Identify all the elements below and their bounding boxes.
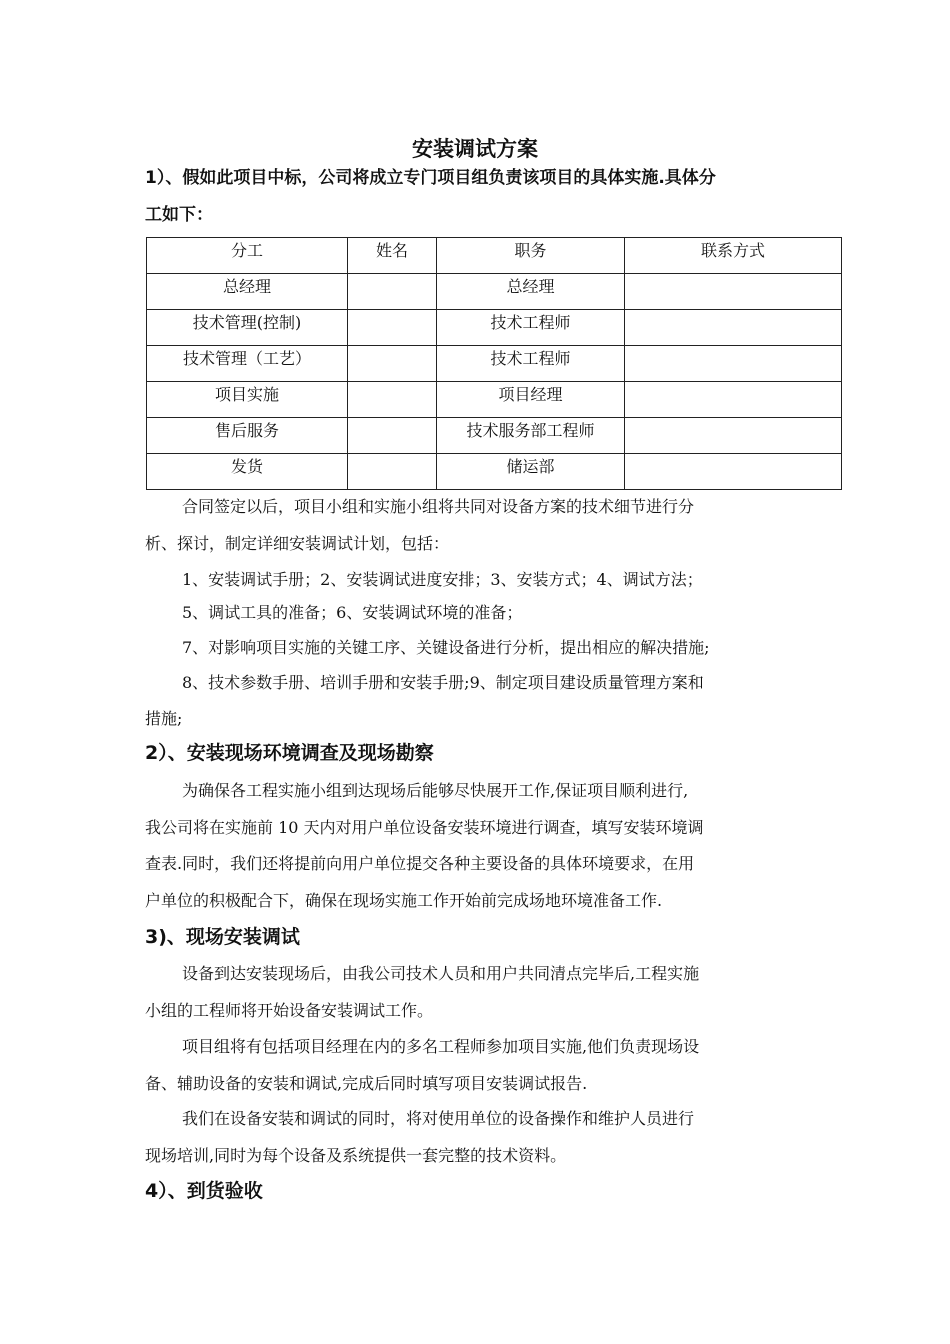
paragraph-line: 项目组将有包括项目经理在内的多名工程师参加项目实施,他们负责现场设: [182, 1037, 700, 1056]
table-cell: [348, 382, 437, 418]
section1-heading-line2: 工如下：: [145, 205, 213, 225]
table-cell: 发货: [147, 454, 348, 490]
staff-table: [146, 237, 842, 490]
table-cell: [348, 454, 437, 490]
table-row: [147, 454, 842, 490]
table-header-cell: 分工: [147, 238, 348, 274]
table-cell: [625, 382, 842, 418]
section2-heading: 2）、安装现场环境调查及现场勘察: [145, 742, 434, 764]
table-cell: 技术工程师: [437, 310, 625, 346]
paragraph-line: 设备到达安装现场后，由我公司技术人员和用户共同清点完毕后,工程实施: [182, 964, 700, 983]
paragraph-line: 我公司将在实施前 10 天内对用户单位设备安装环境进行调查，填写安装环境调: [145, 818, 704, 837]
table-header-cell: 联系方式: [625, 238, 842, 274]
table-header-cell: 职务: [437, 238, 625, 274]
paragraph-line: 析、探讨，制定详细安装调试计划，包括：: [145, 534, 450, 553]
paragraph-line: 备、辅助设备的安装和调试,完成后同时填写项目安装调试报告.: [145, 1074, 588, 1093]
table-row: [147, 310, 842, 346]
paragraph-line: 小组的工程师将开始设备安装调试工作。: [145, 1001, 434, 1020]
list-line: 1、安装调试手册；2、安装调试进度安排；3、安装方式；4、调试方法；: [182, 570, 703, 589]
table-cell: [348, 418, 437, 454]
table-cell: 技术工程师: [437, 346, 625, 382]
table-cell: 总经理: [437, 274, 625, 310]
table-header-row: [147, 238, 842, 274]
table-cell: 售后服务: [147, 418, 348, 454]
paragraph-line: 查表.同时，我们还将提前向用户单位提交各种主要设备的具体环境要求，在用: [145, 854, 695, 873]
table-cell: 储运部: [437, 454, 625, 490]
table-cell: [348, 310, 437, 346]
table-cell: 技术管理(控制): [147, 310, 348, 346]
table-row: [147, 346, 842, 382]
table-cell: [348, 346, 437, 382]
table-cell: 项目实施: [147, 382, 348, 418]
list-line: 8、技术参数手册、培训手册和安装手册;9、制定项目建设质量管理方案和: [182, 673, 704, 692]
paragraph-line: 户单位的积极配合下，确保在现场实施工作开始前完成场地环境准备工作.: [145, 891, 663, 910]
table-cell: 技术服务部工程师: [437, 418, 625, 454]
document-title: 安装调试方案: [412, 137, 538, 161]
table-cell: 项目经理: [437, 382, 625, 418]
table-row: [147, 274, 842, 310]
table-cell: [348, 274, 437, 310]
table-cell: [625, 346, 842, 382]
list-line: 5、调试工具的准备；6、安装调试环境的准备；: [182, 603, 523, 622]
paragraph-line: 现场培训,同时为每个设备及系统提供一套完整的技术资料。: [145, 1146, 567, 1165]
table-cell: [625, 418, 842, 454]
table-header-cell: 姓名: [348, 238, 437, 274]
section4-heading: 4）、到货验收: [145, 1180, 263, 1202]
table-cell: [625, 454, 842, 490]
section3-heading: 3)、现场安装调试: [145, 926, 300, 948]
table-row: [147, 418, 842, 454]
paragraph-line: 为确保各工程实施小组到达现场后能够尽快展开工作,保证项目顺利进行,: [182, 781, 689, 800]
list-line: 措施;: [145, 709, 183, 728]
section1-heading-line1: 1）、假如此项目中标，公司将成立专门项目组负责该项目的具体实施.具体分: [145, 168, 716, 188]
table-cell: 总经理: [147, 274, 348, 310]
paragraph-line: 合同签定以后，项目小组和实施小组将共同对设备方案的技术细节进行分: [182, 497, 695, 516]
list-line: 7、对影响项目实施的关键工序、关键设备进行分析，提出相应的解决措施;: [182, 638, 710, 657]
table-cell: [625, 274, 842, 310]
paragraph-line: 我们在设备安装和调试的同时，将对使用单位的设备操作和维护人员进行: [182, 1109, 695, 1128]
table-cell: 技术管理（工艺）: [147, 346, 348, 382]
table-cell: [625, 310, 842, 346]
table-row: [147, 382, 842, 418]
